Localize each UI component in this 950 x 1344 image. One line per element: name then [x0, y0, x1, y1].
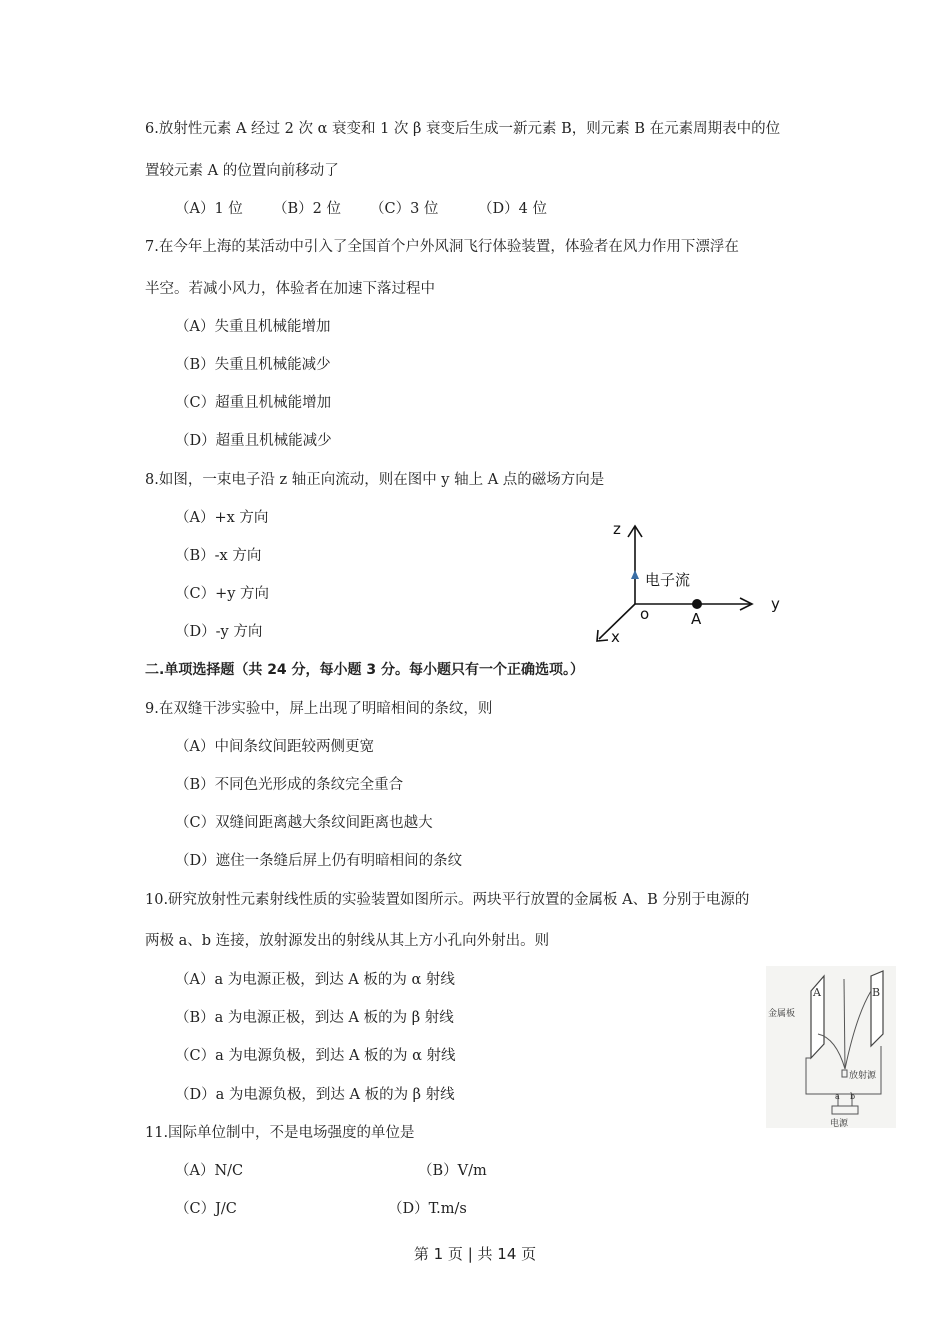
q7-stem-line2: 半空。若减小风力，体验者在加速下落过程中: [145, 281, 435, 297]
pole-a-label: a: [835, 1092, 840, 1101]
page-footer: 第 1 页 | 共 14 页: [413, 1245, 537, 1263]
point-a-dot: [692, 599, 702, 609]
q7-option-d: （D）超重且机械能减少: [175, 433, 332, 449]
plate-b-label: B: [872, 986, 881, 999]
metal-plate-label: 金属板: [768, 1009, 796, 1019]
q8-stem: 8.如图，一束电子沿 z 轴正向流动，则在图中 y 轴上 A 点的磁场方向是: [145, 472, 605, 488]
q9-option-d: （D）遮住一条缝后屏上仍有明暗相间的条纹: [175, 853, 463, 869]
pole-b-label: b: [850, 1092, 856, 1101]
q8-option-a: （A）+x 方向: [175, 510, 269, 526]
q8-option-d: （D）-y 方向: [175, 624, 263, 640]
q7-option-a: （A）失重且机械能增加: [175, 319, 331, 335]
q10-stem-line1: 10.研究放射性元素射线性质的实验装置如图所示。两块平行放置的金属板 A、B 分别于电源的: [145, 892, 750, 908]
q8-option-c: （C）+y 方向: [175, 586, 270, 602]
q10-option-b: （B）a 为电源正极，到达 A 板的为 β 射线: [175, 1010, 454, 1026]
q11-option-b: （B）V/m: [418, 1163, 487, 1179]
q7-option-b: （B）失重且机械能减少: [175, 357, 331, 373]
q11-stem: 11.国际单位制中，不是电场强度的单位是: [145, 1125, 415, 1141]
q8-axes-figure: [585, 515, 795, 650]
x-axis-label: x: [611, 628, 620, 646]
q8-option-b: （B）-x 方向: [175, 548, 262, 564]
origin-label: o: [640, 605, 650, 623]
q6-option-c: （C）3 位: [370, 201, 439, 217]
q10-option-a: （A）a 为电源正极，到达 A 板的为 α 射线: [175, 972, 455, 988]
q7-stem-line1: 7.在今年上海的某活动中引入了全国首个户外风洞飞行体验装置，体验者在风力作用下漂浮在: [145, 239, 739, 255]
power-label: 电源: [830, 1119, 849, 1128]
q7-option-c: （C）超重且机械能增加: [175, 395, 332, 411]
section-2-heading: 二.单项选择题（共 24 分，每小题 3 分。每小题只有一个正确选项。）: [145, 662, 585, 678]
q9-stem: 9.在双缝干涉实验中，屏上出现了明暗相间的条纹，则: [145, 701, 493, 717]
source-label: 放射源: [849, 1071, 877, 1081]
q6-stem-line2: 置较元素 A 的位置向前移动了: [145, 163, 339, 179]
q11-option-c: （C）J/C: [175, 1201, 237, 1217]
q6-stem-line1: 6.放射性元素 A 经过 2 次 α 衰变和 1 次 β 衰变后生成一新元素 B，则元素 B 在元素周期表中的位: [145, 121, 781, 137]
q10-stem-line2: 两极 a、b 连接，放射源发出的射线从其上方小孔向外射出。则: [145, 933, 550, 949]
plate-a-label: A: [813, 986, 821, 999]
q10-option-d: （D）a 为电源负极，到达 A 板的为 β 射线: [175, 1087, 455, 1103]
q6-option-b: （B）2 位: [273, 201, 341, 217]
electron-flow-arrow-icon: [631, 570, 639, 579]
y-axis-label: y: [771, 595, 780, 613]
q10-option-c: （C）a 为电源负极，到达 A 板的为 α 射线: [175, 1048, 456, 1064]
q6-option-a: （A）1 位: [175, 201, 243, 217]
q9-option-a: （A）中间条纹间距较两侧更宽: [175, 739, 374, 755]
point-a-label: A: [691, 610, 702, 628]
q9-option-b: （B）不同色光形成的条纹完全重合: [175, 777, 404, 793]
q6-option-d: （D）4 位: [478, 201, 547, 217]
q11-option-d: （D）T.m/s: [388, 1201, 467, 1217]
q9-option-c: （C）双缝间距离越大条纹间距离也越大: [175, 815, 433, 831]
z-axis-label: z: [613, 520, 621, 538]
q10-apparatus-figure: [766, 966, 896, 1128]
q11-option-a: （A）N/C: [175, 1163, 244, 1179]
electron-flow-label: 电子流: [645, 571, 691, 589]
